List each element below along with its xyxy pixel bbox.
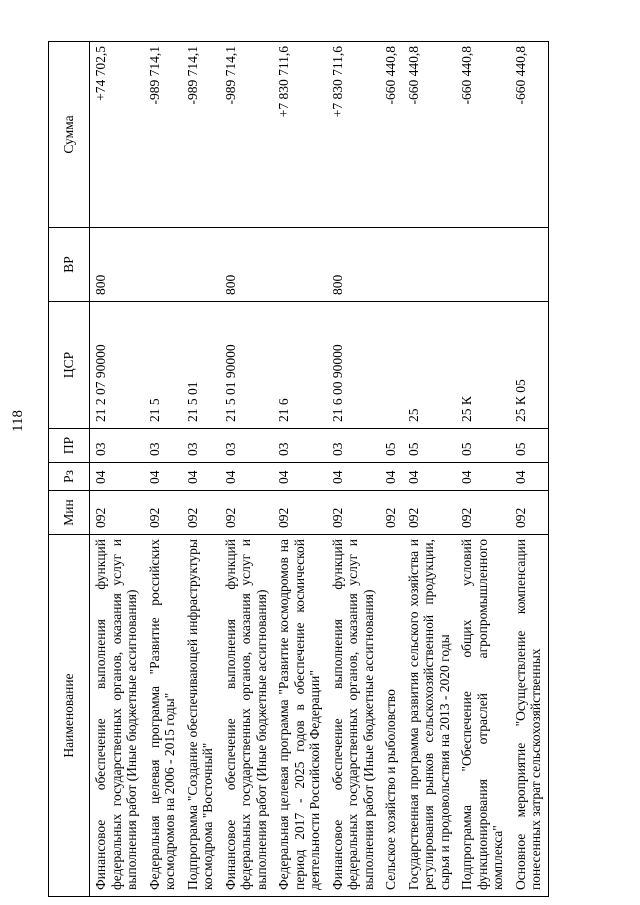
table-row: [327, 42, 381, 897]
table-row: [456, 42, 510, 897]
cell-pr: 03: [182, 429, 220, 463]
cell-csr: 25 К 05: [510, 302, 549, 429]
cell-name: Подпрограмма "Обеспечение общих условий функционирования отраслей агропромышленного комплекса": [456, 535, 510, 897]
budget-table: [48, 41, 549, 897]
cell-csr: 21 2 07 90000: [90, 302, 144, 429]
cell-sum: -989 714,1: [220, 42, 274, 228]
header-pr: ПР: [49, 429, 90, 463]
cell-rz: 04: [510, 463, 549, 491]
cell-csr: 25: [403, 302, 457, 429]
cell-min: 092: [456, 491, 510, 535]
table-row: [273, 42, 327, 897]
table-body: [90, 42, 549, 897]
cell-vr: 800: [327, 228, 381, 302]
cell-pr: 03: [327, 429, 381, 463]
header-rz: Рз: [49, 463, 90, 491]
cell-csr: 21 6: [273, 302, 327, 429]
cell-rz: 04: [182, 463, 220, 491]
cell-pr: 03: [144, 429, 182, 463]
cell-name: Федеральная целевая программа "Развитие космодромов на период 2017 - 2025 годов в обеспечение космической деятельности Российской Федерации": [273, 535, 327, 897]
cell-sum: -660 440,8: [510, 42, 549, 228]
cell-min: 092: [273, 491, 327, 535]
cell-vr: [510, 228, 549, 302]
cell-sum: -989 714,1: [144, 42, 182, 228]
cell-name: Государственная программа развития сельского хозяйства и регулирования рынков сельскохозяйственной продукции, сырья и продовольствия на 2013 - 2020 годы: [403, 535, 457, 897]
cell-sum: +74 702,5: [90, 42, 144, 228]
cell-pr: 05: [403, 429, 457, 463]
cell-vr: [403, 228, 457, 302]
cell-vr: [182, 228, 220, 302]
cell-csr: 21 5 01 90000: [220, 302, 274, 429]
cell-rz: 04: [403, 463, 457, 491]
cell-rz: 04: [456, 463, 510, 491]
table-row: [144, 42, 182, 897]
cell-min: 092: [220, 491, 274, 535]
table-row: [403, 42, 457, 897]
cell-min: 092: [90, 491, 144, 535]
cell-vr: [273, 228, 327, 302]
cell-sum: -989 714,1: [182, 42, 220, 228]
table-row: [510, 42, 549, 897]
cell-csr: 21 5: [144, 302, 182, 429]
cell-name: Подпрограмма "Создание обеспечивающей инфраструктуры космодрома "Восточный": [182, 535, 220, 897]
cell-pr: 05: [380, 429, 403, 463]
cell-name: Финансовое обеспечение выполнения функций федеральных государственных органов, оказания услуг и выполнения работ (Иные бюджетные ассигнования): [90, 535, 144, 897]
table-row: [182, 42, 220, 897]
cell-pr: 03: [273, 429, 327, 463]
cell-vr: 800: [90, 228, 144, 302]
cell-vr: 800: [220, 228, 274, 302]
cell-rz: 04: [327, 463, 381, 491]
cell-vr: [144, 228, 182, 302]
cell-pr: 05: [510, 429, 549, 463]
table-row: [380, 42, 403, 897]
cell-min: 092: [327, 491, 381, 535]
cell-min: 092: [144, 491, 182, 535]
cell-name: Финансовое обеспечение выполнения функций федеральных государственных органов, оказания услуг и выполнения работ (Иные бюджетные ассигнования): [220, 535, 274, 897]
cell-rz: 04: [273, 463, 327, 491]
cell-pr: 03: [90, 429, 144, 463]
header-sum: Сумма: [49, 42, 90, 228]
cell-name: Сельское хозяйство и рыболовство: [380, 535, 403, 897]
cell-rz: 04: [220, 463, 274, 491]
header-csr: ЦСР: [49, 302, 90, 429]
cell-rz: 04: [144, 463, 182, 491]
header-row: [49, 42, 90, 897]
cell-sum: -660 440,8: [380, 42, 403, 228]
page-number: 118: [10, 410, 26, 432]
header-name: Наименование: [49, 535, 90, 897]
cell-min: 092: [380, 491, 403, 535]
table-row: [90, 42, 144, 897]
cell-sum: +7 830 711,6: [327, 42, 381, 228]
cell-sum: +7 830 711,6: [273, 42, 327, 228]
cell-vr: [380, 228, 403, 302]
cell-rz: 04: [90, 463, 144, 491]
cell-min: 092: [403, 491, 457, 535]
cell-csr: 21 5 01: [182, 302, 220, 429]
cell-pr: 05: [456, 429, 510, 463]
cell-min: 092: [182, 491, 220, 535]
cell-min: 092: [510, 491, 549, 535]
cell-csr: 25 К: [456, 302, 510, 429]
cell-name: Финансовое обеспечение выполнения функций федеральных государственных органов, оказания услуг и выполнения работ (Иные бюджетные ассигнования): [327, 535, 381, 897]
cell-csr: 21 6 00 90000: [327, 302, 381, 429]
cell-vr: [456, 228, 510, 302]
cell-sum: -660 440,8: [456, 42, 510, 228]
cell-csr: [380, 302, 403, 429]
cell-rz: 04: [380, 463, 403, 491]
table-row: [220, 42, 274, 897]
cell-pr: 03: [220, 429, 274, 463]
header-vr: ВР: [49, 228, 90, 302]
header-min: Мин: [49, 491, 90, 535]
cell-name: Федеральная целевая программа "Развитие российских космодромов на 2006 - 2015 годы": [144, 535, 182, 897]
cell-sum: -660 440,8: [403, 42, 457, 228]
cell-name: Основное мероприятие "Осуществление компенсации понесенных затрат сельскохозяйственных: [510, 535, 549, 897]
